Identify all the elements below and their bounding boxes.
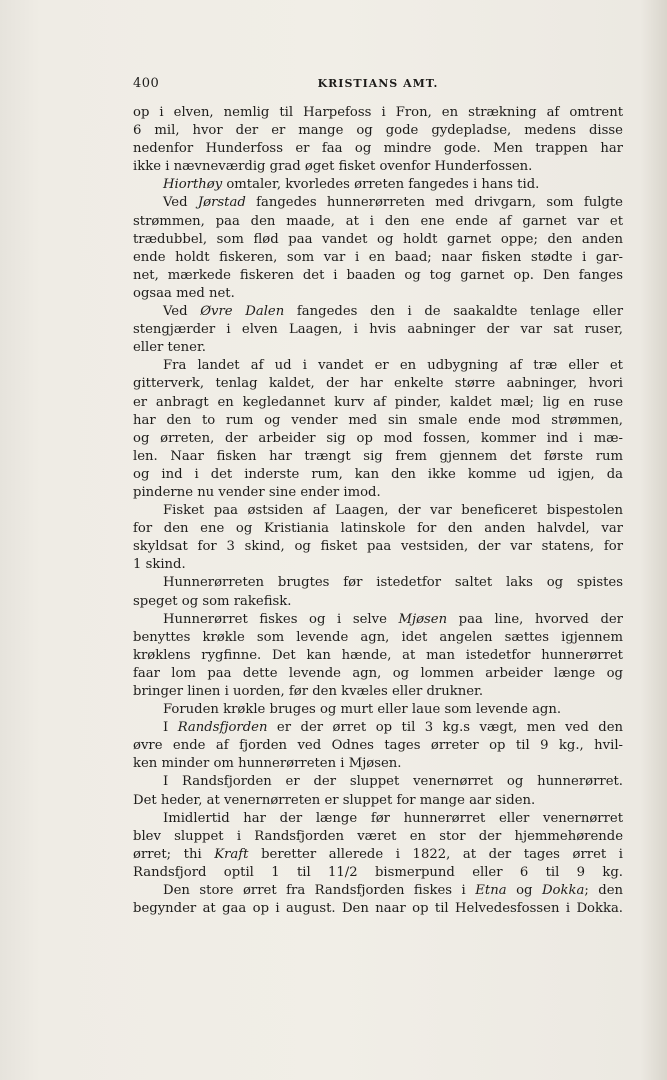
italic-name: Øvre Dalen [200, 304, 285, 320]
text-run: er anbragt en kegledannet kurv af pinder, kaldet mæl; lig en ruse [133, 394, 623, 410]
text-run: 6 mil, hvor der er mange og gode gydepladse, medens disse [133, 123, 623, 139]
text-run: ogsaa med net. [133, 285, 235, 301]
text-line [133, 538, 623, 556]
text-line [133, 104, 623, 122]
text-run: og ørreten, der arbeider sig op mod fossen, kommer ind i mæ- [133, 430, 623, 446]
text-run: gitterverk, tenlag kaldet, der har enkelte større aabninger, hvori [133, 376, 623, 392]
italic-name: Mjøsen [398, 611, 448, 627]
text-run: blev sluppet i Randsfjorden været en stor der hjemmehørende [133, 828, 623, 844]
text-line [133, 194, 623, 212]
text-line [133, 140, 623, 158]
text-line [133, 719, 623, 737]
body-text [133, 104, 623, 918]
text-line [133, 828, 623, 846]
text-run: ende holdt fiskeren, som var i en baad; naar fisken stødte i gar- [133, 249, 623, 265]
text-run: fangedes den i de saakaldte tenlage eller [284, 304, 623, 320]
text-run: bismerpund eller 6 til 9 kg. [357, 864, 623, 880]
text-line [133, 375, 623, 393]
text-run: og [506, 883, 542, 899]
text-run: I Randsfjorden er der sluppet venernørret og hunnerørret. [163, 774, 623, 790]
text-run: ; den [584, 883, 624, 899]
text-run: og ind i det inderste rum, kan den ikke komme ud igjen, da [133, 466, 623, 482]
text-run: Det heder, at venernørreten er sluppet for mange aar siden. [133, 792, 536, 808]
text-line [133, 647, 623, 665]
text-run: ken minder om hunnerørreten i Mjøsen. [133, 756, 402, 772]
text-line [133, 249, 623, 267]
text-line [133, 665, 623, 683]
text-run: ikke i nævneværdig grad øget fisket ovenfor Hunderfossen. [133, 159, 533, 175]
italic-name: Jørstad [197, 195, 246, 211]
text-run: Randsfjord optil 1 til 1 [133, 864, 337, 880]
text-run: begynder at gaa op i august. Den naar op til Helvedesfossen i Dokka. [133, 901, 623, 917]
text-run: bringer linen i uorden, før den kvæles eller drukner. [133, 684, 484, 699]
text-run: for den ene og Kristiania latinskole for den anden halvdel, var [133, 521, 623, 537]
text-line [133, 213, 623, 231]
text-line [133, 611, 623, 629]
text-run: strømmen, paa den maade, at i den ene ende af garnet var et [133, 213, 623, 229]
text-run: ørret; thi [133, 846, 215, 862]
text-line [133, 122, 623, 140]
text-run: op i elven, nemlig til Harpefoss i Fron, en strækning af omtrent [133, 105, 623, 120]
text-run: stengjærder i elven Laagen, i hvis aabninger der var sat ruser, [133, 322, 623, 338]
text-run: Hunnerørreten brugtes før istedetfor saltet laks og spistes [163, 575, 623, 591]
text-run: pinderne nu vender sine ender imod. [133, 484, 381, 500]
text-line [133, 882, 623, 900]
text-run: Fra landet af ud i vandet er en udbygning af træ eller et [163, 358, 623, 374]
text-line [133, 792, 623, 810]
text-line [133, 502, 623, 520]
running-head: KRISTIANS AMT. [317, 77, 439, 90]
text-line [133, 900, 623, 918]
text-run: Den store ørret fra Randsfjorden fiskes i [163, 883, 476, 899]
text-run: skyldsat for 3 skind, og fisket paa vestsiden, der var statens, for [133, 539, 623, 555]
text-line [133, 176, 623, 194]
text-run: Imidlertid har der længe før hunnerørret eller venernørret [163, 810, 623, 826]
text-run: er der ørret op til 3 kg.s vægt, men ved den [267, 720, 623, 736]
text-run: I [163, 720, 178, 736]
text-run: 1/2 [336, 864, 358, 880]
italic-name: Etna [475, 883, 507, 899]
text-line [133, 448, 623, 466]
italic-name: Randsfjorden [177, 720, 268, 736]
text-run: Ved [163, 304, 201, 320]
text-run: omtaler, kvorledes ørreten fangedes i hans tid. [222, 177, 540, 193]
text-line [133, 285, 623, 303]
text-line [133, 339, 623, 357]
text-run: speget og som rakefisk. [133, 593, 292, 609]
page-number: 400 [133, 76, 160, 91]
text-run: nedenfor Hunderfoss er faa og mindre gode. Men trappen har [133, 141, 623, 157]
text-line [133, 810, 623, 828]
text-line [133, 231, 623, 249]
text-line [133, 629, 623, 647]
text-line [133, 466, 623, 484]
italic-name: Kraft [214, 846, 249, 862]
text-line [133, 394, 623, 412]
text-line [133, 864, 623, 882]
text-line [133, 357, 623, 375]
text-run: Hunnerørret fiskes og i selve [163, 611, 399, 627]
text-line [133, 267, 623, 285]
text-run: trædubbel, som flød paa vandet og holdt garnet oppe; den anden [133, 231, 623, 247]
page-header [133, 76, 623, 94]
text-run: har den to rum og vender med sin smale ende mod strømmen, [133, 412, 623, 428]
text-run: eller tener. [133, 340, 206, 356]
italic-name: Dokka [541, 883, 585, 899]
text-run: øvre ende af fjorden ved Odnes tages ørreter op til 9 kg., hvil- [133, 738, 623, 754]
text-line [133, 755, 623, 773]
text-run: net, mærkede fiskeren det i baaden og tog garnet op. Den fanges [133, 267, 623, 283]
text-line [133, 574, 623, 592]
text-line [133, 683, 623, 701]
text-line [133, 303, 623, 321]
text-line [133, 737, 623, 755]
italic-name: Hiorthøy [163, 177, 223, 193]
text-line [133, 846, 623, 864]
text-run: Fisket paa østsiden af Laagen, der var beneficeret bispestolen [163, 503, 623, 519]
text-line [133, 484, 623, 502]
text-run: benyttes krøkle som levende agn, idet angelen sættes igjennem [133, 629, 623, 645]
text-line [133, 412, 623, 430]
text-run: faar lom paa dette levende agn, og lommen arbeider længe og [133, 665, 623, 681]
text-line [133, 593, 623, 611]
text-run: Foruden krøkle bruges og murt eller laue som levende agn. [163, 702, 562, 718]
text-line [133, 158, 623, 176]
text-line [133, 556, 623, 574]
text-run: fangedes hunnerørreten med drivgarn, som fulgte [245, 195, 623, 211]
text-run: paa line, hvorved der [447, 611, 623, 627]
text-line [133, 430, 623, 448]
text-run: len. Naar fisken har trængt sig frem gjennem det første rum [133, 448, 623, 464]
text-run: beretter allerede i 1822, at der tages ørret i [248, 846, 623, 862]
text-run: Ved [163, 195, 198, 211]
text-line [133, 773, 623, 791]
text-line [133, 321, 623, 339]
text-run: krøklens rygfinne. Det kan hænde, at man istedetfor hunnerørret [133, 647, 623, 663]
text-line [133, 520, 623, 538]
text-run: 1 skind. [133, 557, 186, 573]
text-line [133, 701, 623, 719]
